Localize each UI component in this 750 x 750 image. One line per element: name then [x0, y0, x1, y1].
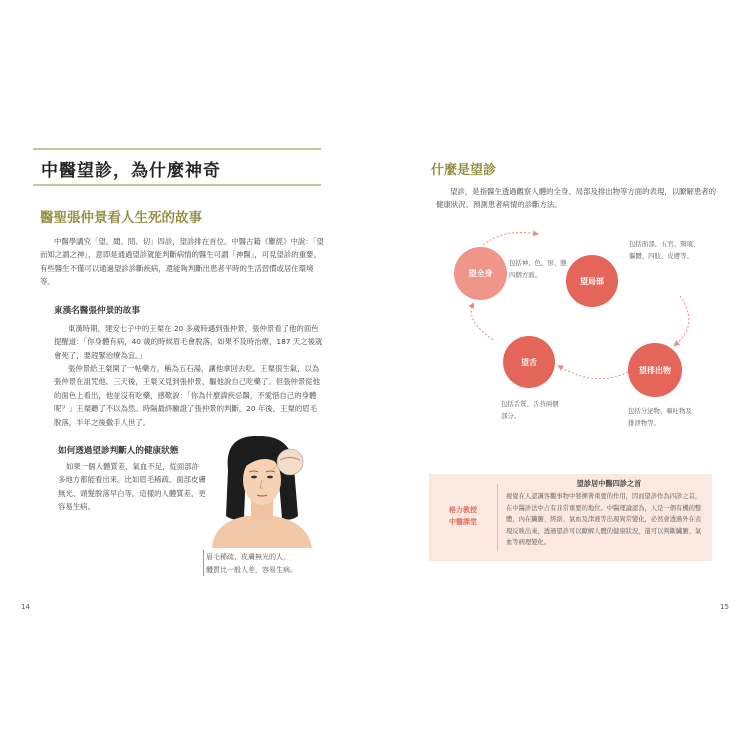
how-subheading: 如何透過望診判斷人的健康狀態 — [58, 446, 179, 456]
node-excreta — [628, 343, 682, 397]
node-whole-body-label: 望全身 — [468, 269, 493, 278]
tip-text: 視覺在人認識客觀事物中發揮著重要的作用，因而望診作為四診之首，在中醫診法中占有非常重要的地位。中醫理論認為，人是一個有機的整體，內在臟腑、經絡、氣血及津液等出現異常變化，必然會透過外在表現反映出來，透過望診可以瞭解人體的健康狀況，還可以判斷臟腑、氣血等病理變化。 — [506, 493, 702, 546]
story-paragraph-1: 東漢時期，建安七子中的王粲在 20 多歲時遇到張仲景，張仲景看了他的面色提醒道：「你身體有病，40 歲的時候眉毛會脫落，如果不及時治療，187 天之後就會死了，要趕緊治療為宜。」 — [54, 324, 323, 360]
chapter-title-bar — [33, 148, 321, 186]
tip-badge-line-2: 中醫課堂 — [449, 518, 477, 526]
page-number-left: 14 — [21, 603, 30, 611]
section-heading-story: 醫聖張仲景看人生死的故事 — [40, 210, 202, 226]
tip-badge — [429, 504, 497, 528]
how-paragraph: 如果一個人體質差、氣血不足，從面部許多地方都能看出來。比如眉毛稀疏、面部皮膚無光、頭髮脫落早白等。這樣的人體質差，更容易生病。 — [58, 462, 206, 512]
cycle-arrows — [375, 0, 750, 450]
story-subheading — [54, 304, 140, 316]
arrow-right — [675, 296, 689, 345]
arrow-left — [471, 304, 493, 340]
arrow-bottom — [559, 366, 628, 379]
intro-paragraph: 中醫學講究「望、聞、問、切」四診，望診排在首位。中醫古籍《難經》中說：「望而知之謂之神」，意即是通過望診就能判斷病情的醫生可謂「神醫」，可見望診的重要。有些醫生不僅可以通過望診診斷疾病，還能夠判斷出患者平時的生活習慣或居住環境等。 — [40, 237, 324, 287]
node-excreta-label: 望排出物 — [639, 365, 671, 375]
caption-line-1: 眉毛稀疏、皮膚無光的人， — [206, 553, 290, 561]
right-page — [375, 0, 750, 750]
right-intro-paragraph: 望診，是指醫生透過觀察人體的全身、局部及排出物等方面的表現，以瞭解患者的健康狀況、預測患者病情的診斷方法。 — [436, 187, 717, 210]
woman-illustration — [206, 430, 318, 548]
node-local — [566, 255, 618, 307]
section-heading-what: 什麼是望診 — [431, 163, 497, 178]
story-paragraph-2: 張仲景給王粲開了一帖藥方，稱為五石湯，讓他拿回去吃。王粲很生氣，以為張仲景在詛咒他。三天後，王粲又見到張仲景，驅他說自己吃藥了。但張仲景從他的面色上看出，他並沒有吃藥，感歎說：「你為什麼諱疾忌醫，不愛惜自己的身體呢？」王粲聽了不以為然。時隔最終驗證了張仲景的判斷，20 年後，王粲的眉毛脫落，半年之後撒手人世了。 — [54, 364, 321, 427]
node-tongue — [503, 336, 555, 388]
tip-divider — [497, 484, 498, 551]
node-whole-body-desc: 包括神、色、形、態四個方面。 — [509, 259, 567, 279]
caption-line-2: 體質比一般人差，容易生病。 — [206, 566, 297, 574]
illustration-caption — [206, 551, 321, 577]
arrow-top — [483, 232, 537, 245]
tip-title: 望診居中醫四診之首 — [576, 479, 642, 488]
page-number-right: 15 — [720, 603, 729, 611]
node-local-desc: 包括面部、五官、頸項、軀體、四肢、皮膚等。 — [629, 240, 700, 260]
story-subheading-text: 東漢名醫張仲景的故事 — [54, 306, 140, 316]
node-excreta-desc: 包括分泌物、嘔吐物及排泄物等。 — [628, 407, 692, 427]
tip-badge-line-1: 格力教授 — [449, 506, 477, 514]
node-tongue-label: 望舌 — [521, 357, 537, 367]
node-whole-body — [454, 247, 507, 300]
node-local-label: 望局部 — [580, 276, 604, 286]
chapter-title: 中醫望診，為什麼神奇 — [41, 161, 221, 181]
node-tongue-desc: 包括舌質、舌苔兩個部分。 — [501, 400, 559, 420]
caption-divider — [203, 550, 204, 576]
tip-box — [429, 474, 712, 561]
